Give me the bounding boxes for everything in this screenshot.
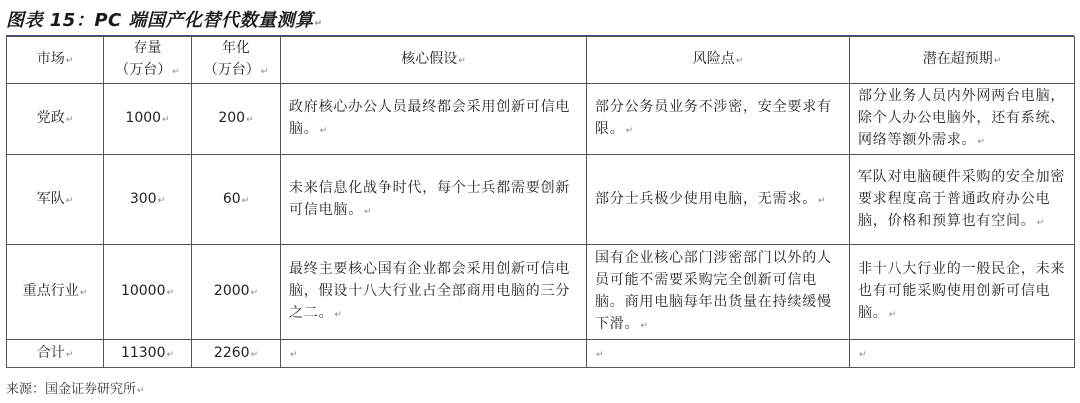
cell-empty: ↵ (850, 340, 1075, 368)
header-annual: 年化 （万台）↵ (192, 37, 281, 84)
table-header-row (7, 37, 1075, 84)
cell-total-annual: 2260↵ (192, 340, 281, 368)
header-risk: 风险点↵ (587, 37, 850, 84)
cell-market: 党政↵ (7, 84, 104, 155)
cell-upside: 部分业务人员内外网两台电脑，除个人办公电脑外，还有系统、网络等额外需求。↵ (850, 84, 1075, 155)
cell-risk: 国有企业核心部门涉密部门以外的人员可能不需要采购完全创新可信电脑。商用电脑每年出货量在持续缓慢下滑。↵ (587, 245, 850, 340)
figure-title: 图表 15：PC 端国产化替代数量测算↵ (6, 10, 323, 31)
table-row (7, 84, 1075, 155)
cell-assumption: 未来信息化战争时代，每个士兵都需要创新可信电脑。↵ (281, 155, 587, 245)
cell-empty: ↵ (281, 340, 587, 368)
cell-stock: 300↵ (104, 155, 192, 245)
header-market: 市场↵ (7, 37, 104, 84)
table-row (7, 155, 1075, 245)
cell-stock: 10000↵ (104, 245, 192, 340)
table-row (7, 245, 1075, 340)
cell-market: 重点行业↵ (7, 245, 104, 340)
cell-assumption: 政府核心办公人员最终都会采用创新可信电脑。↵ (281, 84, 587, 155)
cell-stock: 1000↵ (104, 84, 192, 155)
cell-risk: 部分公务员业务不涉密，安全要求有限。↵ (587, 84, 850, 155)
table-total-row (7, 340, 1075, 368)
header-stock: 存量 （万台）↵ (104, 37, 192, 84)
header-assumption: 核心假设↵ (281, 37, 587, 84)
cell-total-stock: 11300↵ (104, 340, 192, 368)
cell-upside: 军队对电脑硬件采购的安全加密要求程度高于普通政府办公电脑，价格和预算也有空间。↵ (850, 155, 1075, 245)
cell-risk: 部分士兵极少使用电脑，无需求。↵ (587, 155, 850, 245)
cell-annual: 60↵ (192, 155, 281, 245)
header-upside: 潜在超预期↵ (850, 37, 1075, 84)
source-note: 来源：国金证券研究所↵ (6, 382, 145, 397)
cell-total-label: 合计↵ (7, 340, 104, 368)
cell-market: 军队↵ (7, 155, 104, 245)
cell-annual: 200↵ (192, 84, 281, 155)
cell-assumption: 最终主要核心国有企业都会采用创新可信电脑，假设十八大行业占全部商用电脑的三分之二。↵ (281, 245, 587, 340)
cell-empty: ↵ (587, 340, 850, 368)
cell-upside: 非十八大行业的一般民企，未来也有可能采购使用创新可信电脑。↵ (850, 245, 1075, 340)
cell-annual: 2000↵ (192, 245, 281, 340)
estimate-table (6, 36, 1075, 368)
